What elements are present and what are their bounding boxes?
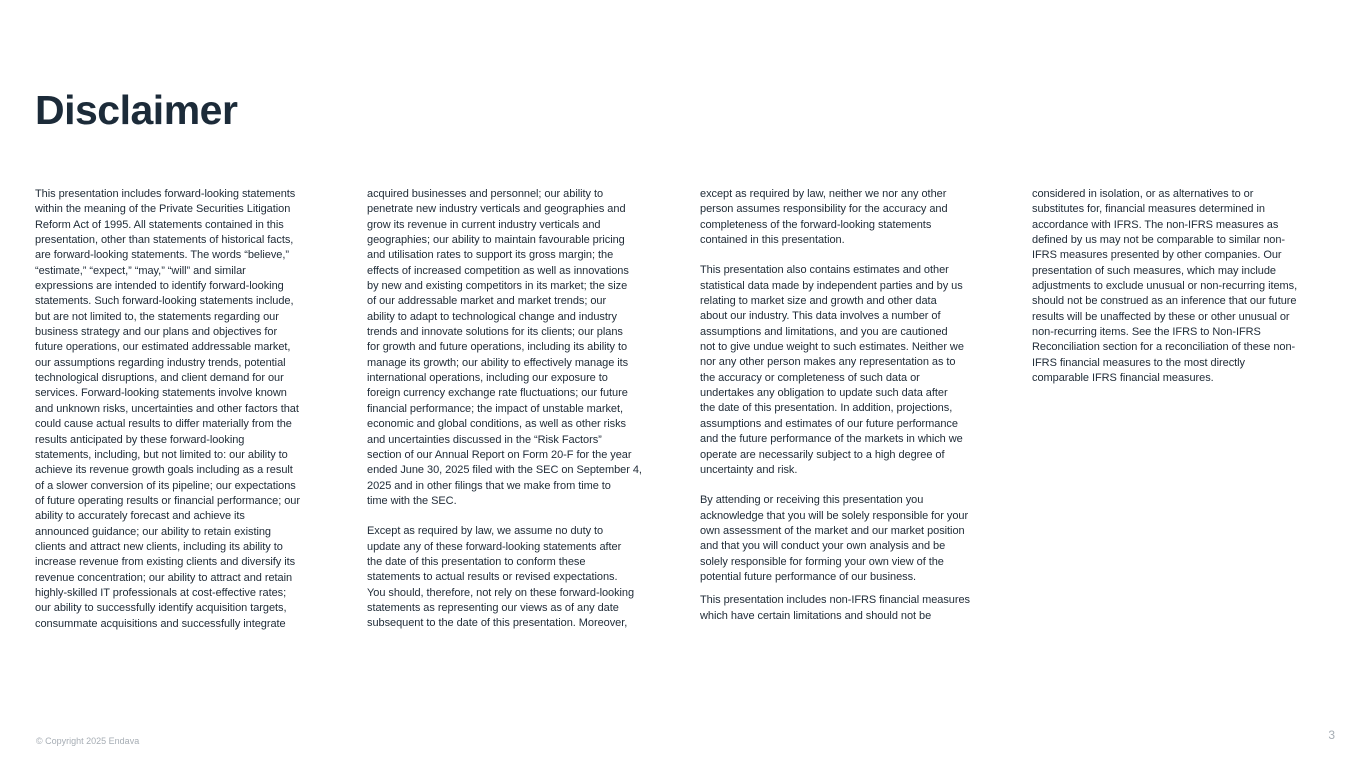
disclaimer-paragraph: considered in isolation, or as alternatives to or substitutes for, financial measures determined in accordance with IFRS. The non-IFRS measures as defined by us may not be comparable to similar non- IFRS measures presented by other companies. Our presentation of such measures, which may include adjustments to exclude unusual or non-recurring items, should not be construed as an inference that our future results will be unaffected by these or other unusual or non-recurring items. See the IFRS to Non-IFRS Reconciliation section for a reconciliation of these non- IFRS financial measures to the most directly comparable IFRS financial measures. bbox=[1032, 188, 1298, 385]
disclaimer-paragraph: By attending or receiving this presentation you acknowledge that you will be solely responsible for your own assessment of the market and our market position and that you will conduct your own analysis and be solely responsible for forming your own view of the potential future performance of our business. bbox=[700, 494, 969, 583]
disclaimer-paragraph: This presentation includes non-IFRS financial measures which have certain limitations and should not be bbox=[700, 594, 970, 622]
disclaimer-column-3 bbox=[700, 187, 999, 624]
disclaimer-column-2 bbox=[367, 187, 666, 632]
copyright-notice: © Copyright 2025 Endava bbox=[36, 736, 140, 746]
disclaimer-paragraph: acquired businesses and personnel; our ability to penetrate new industry verticals and geographies and grow its revenue in current industry verticals and geographies; our ability to maintain favourable pricing and utilisation rates to support its gross margin; the effects of increased competition as well as innovations by new and existing competitors in its market; the size of our addressable market and market trends; our ability to adapt to technological change and industry trends and innovate solutions for its clients; our plans for growth and future operations, including its ability to manage its growth; our ability to effectively manage its international operations, including our exposure to foreign currency exchange rate fluctuations; our future financial performance; the impact of unstable market, economic and global conditions, as well as other risks and uncertainties discussed in the “Risk Factors” section of our Annual Report on Form 20-F for the year ended June 30, 2025 filed with the SEC on September 4, 2025 and in other filings that we make from time to time with the SEC. bbox=[367, 188, 642, 507]
disclaimer-paragraph: This presentation includes forward-looking statements within the meaning of the Private Securities Litigation Reform Act of 1995. All statements contained in this presentation, other than statements of historical facts, are forward-looking statements. The words “believe,” “estimate,” “expect,” “may,” “will” and similar expressions are intended to identify forward-looking statements. Such forward-looking statements include, but are not limited to, the statements regarding our business strategy and our plans and objectives for future operations, our estimated addressable market, our assumptions regarding industry trends, potential technological disruptions, and client demand for our services. Forward-looking statements involve known and unknown risks, uncertainties and other factors that could cause actual results to differ materially from the results anticipated by these forward-looking statements, including, but not limited to: our ability to achieve its revenue growth goals including as a result of a slower conversion of its pipeline; our expectations of future operating results or financial performance; our ability to accurately forecast and achieve its announced guidance; our ability to retain existing clients and attract new clients, including its ability to increase revenue from existing clients and diversify its revenue concentration; our ability to attract and retain highly-skilled IT professionals at cost-effective rates; our ability to successfully identify acquisition targets, consummate acquisitions and successfully integrate bbox=[35, 188, 300, 630]
page-number: 3 bbox=[1328, 728, 1335, 742]
disclaimer-column-1 bbox=[35, 187, 334, 632]
disclaimer-paragraph: Except as required by law, we assume no duty to update any of these forward-looking statements after the date of this presentation to conform these statements to actual results or revised expectations. You should, therefore, not rely on these forward-looking statements as representing our views as of any date subsequent to the date of this presentation. Moreover, bbox=[367, 525, 635, 630]
disclaimer-column-4 bbox=[1032, 187, 1331, 386]
page-title: Disclaimer bbox=[35, 87, 238, 133]
disclaimer-paragraph: This presentation also contains estimates and other statistical data made by independent parties and by us relating to market size and growth and other data about our industry. This data involves a number of assumptions and limitations, and you are cautioned not to give undue weight to such estimates. Neither we nor any other person makes any representation as to the accuracy or completeness of such data or undertakes any obligation to update such data after the date of this presentation. In addition, projections, assumptions and estimates of our future performance and the future performance of the markets in which we operate are necessarily subject to a high degree of uncertainty and risk. bbox=[700, 264, 964, 476]
disclaimer-paragraph: except as required by law, neither we nor any other person assumes responsibility for the accuracy and completeness of the forward-looking statements contained in this presentation. bbox=[700, 188, 948, 247]
